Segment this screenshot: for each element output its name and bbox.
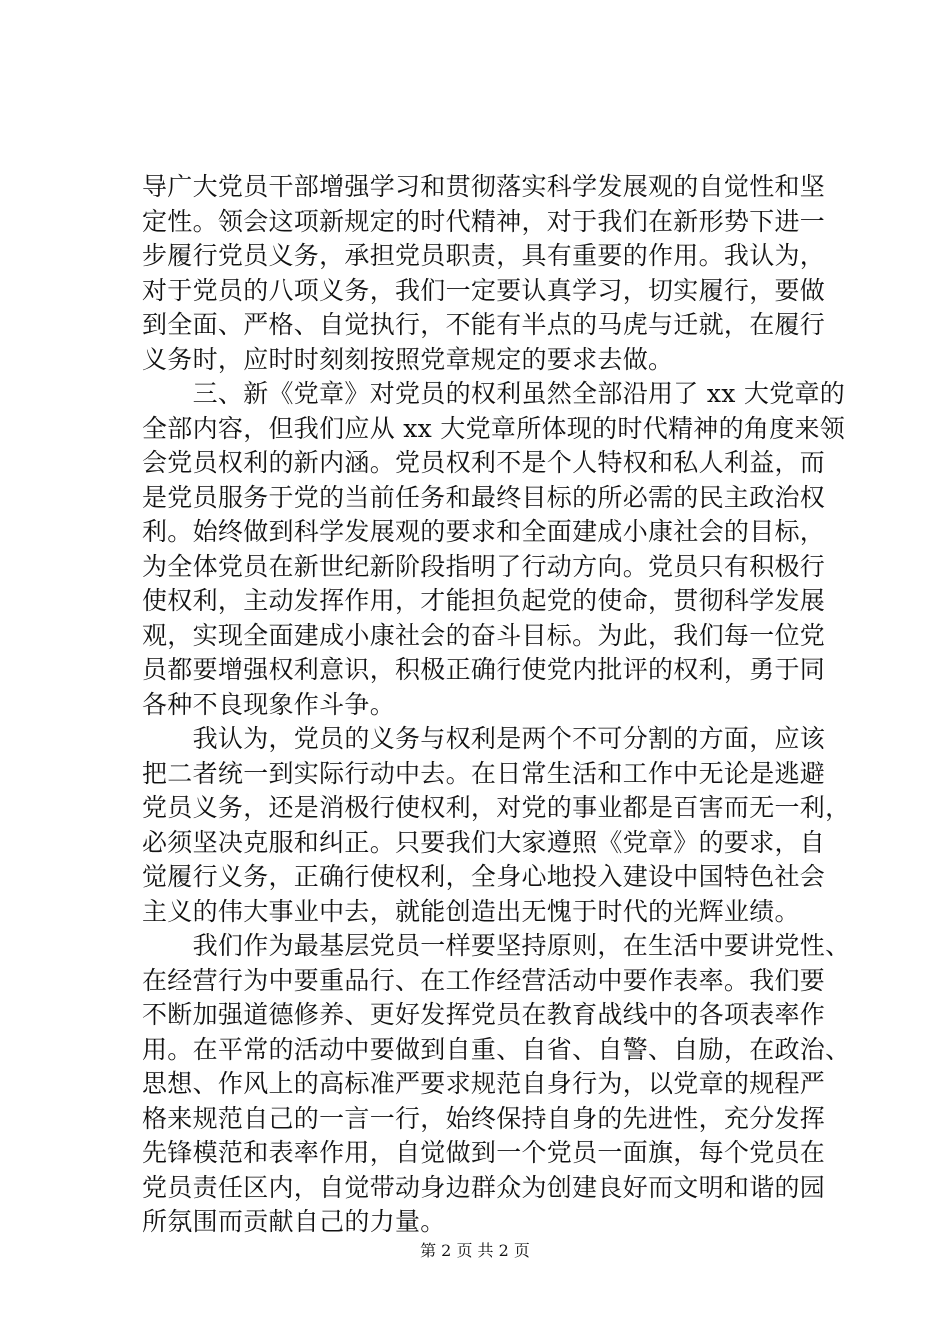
text-line: 我们作为最基层党员一样要坚持原则，在生活中要讲党性、 <box>142 931 851 960</box>
text-line: 会党员权利的新内涵。党员权利不是个人特权和私人利益，而 <box>142 448 826 477</box>
text-line: 主义的伟大事业中去，就能创造出无愧于时代的光辉业绩。 <box>142 896 800 926</box>
text-line: 党员责任区内，自觉带动身边群众为创建良好而文明和谐的园 <box>142 1172 826 1202</box>
text-line: 党员义务，还是消极行使权利，对党的事业都是百害而无一利， <box>142 793 851 822</box>
text-line: 观，实现全面建成小康社会的奋斗目标。为此，我们每一位党 <box>142 620 826 650</box>
text-line: 觉履行义务，正确行使权利，全身心地投入建设中国特色社会 <box>142 862 826 891</box>
text-line: 导广大党员干部增强学习和贯彻落实科学发展观的自觉性和坚 <box>142 172 826 201</box>
text-line: 是党员服务于党的当前任务和最终目标的所必需的民主政治权 <box>142 482 826 512</box>
text-line: 员都要增强权利意识，积极正确行使党内批评的权利，勇于同 <box>142 655 826 684</box>
text-line: 思想、作风上的高标准严要求规范自身行为，以党章的规程严 <box>142 1069 826 1098</box>
document-body <box>142 170 851 1240</box>
text-line: 格来规范自己的一言一行，始终保持自身的先进性，充分发挥 <box>142 1103 826 1133</box>
text-line: 用。在平常的活动中要做到自重、自省、自警、自励，在政治、 <box>142 1034 851 1064</box>
text-line: 为全体党员在新世纪新阶段指明了行动方向。党员只有积极行 <box>142 551 826 581</box>
text-line: 必须坚决克服和纠正。只要我们大家遵照《党章》的要求，自 <box>142 827 826 857</box>
text-line: 在经营行为中要重品行、在工作经营活动中要作表率。我们要 <box>142 965 826 995</box>
text-line: 步履行党员义务，承担党员职责，具有重要的作用。我认为， <box>142 241 826 270</box>
text-line: 先锋模范和表率作用，自觉做到一个党员一面旗，每个党员在 <box>142 1138 826 1167</box>
text-line: 我认为，党员的义务与权利是两个不可分割的方面，应该 <box>142 724 826 753</box>
text-line: 定性。领会这项新规定的时代精神，对于我们在新形势下进一 <box>142 206 826 236</box>
text-line: 各种不良现象作斗争。 <box>142 689 396 719</box>
text-line: 把二者统一到实际行动中去。在日常生活和工作中无论是逃避 <box>142 758 826 788</box>
text-line: 对于党员的八项义务，我们一定要认真学习，切实履行，要做 <box>142 275 826 305</box>
text-line: 义务时，应时时刻刻按照党章规定的要求去做。 <box>142 344 674 374</box>
text-line: 全部内容，但我们应从 xx 大党章所体现的时代精神的角度来领 <box>142 413 846 443</box>
text-line: 不断加强道德修养、更好发挥党员在教育战线中的各项表率作 <box>142 1000 826 1029</box>
page-number-footer: 第 2 页 共 2 页 <box>420 1241 530 1260</box>
text-line: 使权利，主动发挥作用，才能担负起党的使命，贯彻科学发展 <box>142 586 826 615</box>
text-line: 到全面、严格、自觉执行，不能有半点的马虎与迁就，在履行 <box>142 310 826 339</box>
text-line: 利。始终做到科学发展观的要求和全面建成小康社会的目标， <box>142 517 826 546</box>
text-line: 三、新《党章》对党员的权利虽然全部沿用了 xx 大党章的 <box>142 379 846 408</box>
text-line: 所氛围而贡献自己的力量。 <box>142 1207 446 1236</box>
